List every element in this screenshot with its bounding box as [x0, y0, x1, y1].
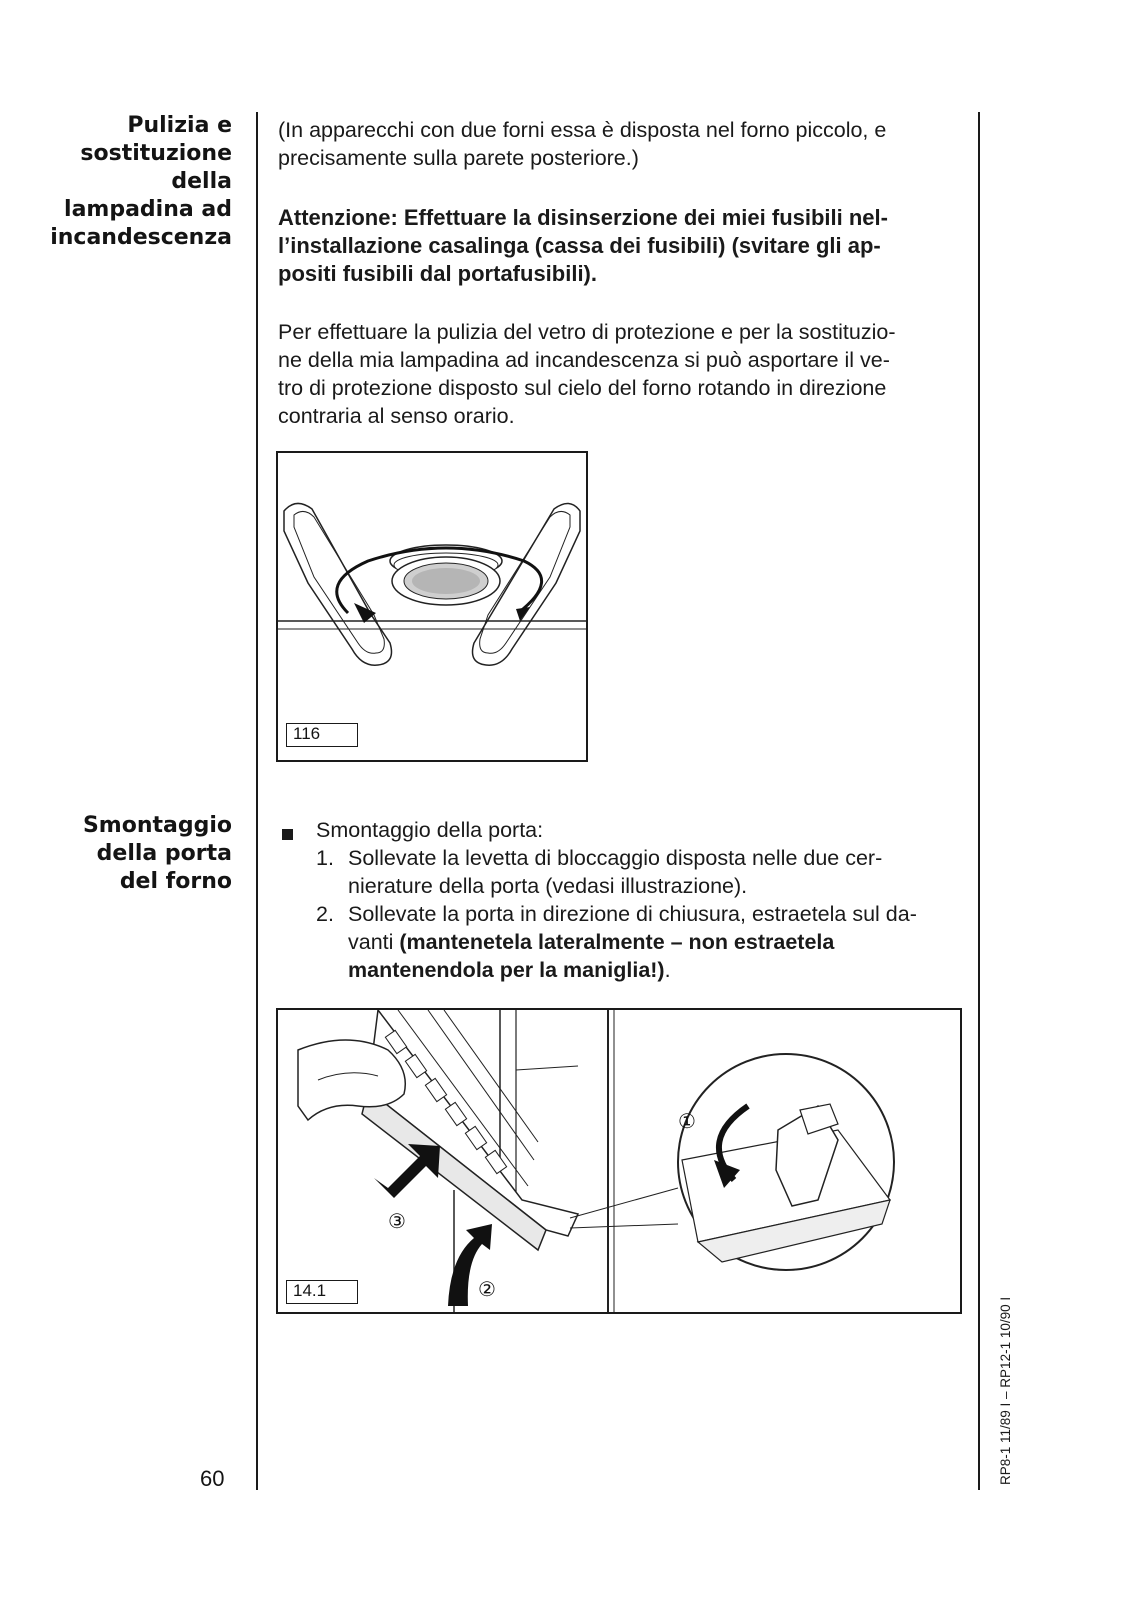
step-list — [310, 844, 960, 984]
figure-door-removal — [276, 1008, 962, 1314]
callout-1: ① — [678, 1109, 696, 1133]
column-divider — [256, 112, 258, 1490]
figure-label: 116 — [286, 723, 358, 747]
document-code: RP8-1 11/89 I – RP12-1 10/90 I — [998, 1296, 1013, 1485]
callout-2: ② — [478, 1277, 496, 1301]
lamp-cover-illustration — [278, 453, 586, 760]
section-heading-lamp: Pulizia e sostituzione della lampadina ad incandescenza — [50, 113, 232, 250]
callout-3: ③ — [388, 1209, 406, 1233]
bullet-square-icon — [282, 829, 293, 840]
list-item: 2. Sollevate la porta in direzione di chiusura, estraetela sul da- vanti (mantenetela lateralmente – non estraetela mantenendola per la maniglia!). — [316, 902, 917, 982]
section-heading-door: Smontaggio della porta del forno — [82, 813, 232, 894]
intro-note: (In apparecchi con due forni essa è disposta nel forno piccolo, e precisamente sulla parete posteriore.) — [278, 118, 887, 170]
figure-lamp-cover — [276, 451, 588, 762]
door-removal-illustration — [278, 1010, 960, 1312]
lift-arrow-icon — [374, 1144, 440, 1198]
figure-label: 14.1 — [286, 1280, 358, 1304]
bullet-text: Smontaggio della porta: — [316, 818, 544, 842]
list-item: 1. Sollevate la levetta di bloccaggio disposta nelle due cer- nierature della porta (vedasi illustrazione). — [316, 846, 883, 898]
lamp-instructions: Per effettuare la pulizia del vetro di protezione e per la sostituzio- ne della mia lampadina ad incandescenza si può asportare il ve- tro di protezione disposto sul cielo del forno rotando in direzione contraria al senso orario. — [278, 320, 896, 428]
warning-text: Attenzione: Effettuare la disinserzione dei miei fusibili nel- l’installazione casalinga (cassa dei fusibili) (svitare gli ap- positi fusibili dal portafusibili). — [278, 205, 888, 286]
right-margin-rule — [978, 112, 980, 1490]
page-number: 60 — [200, 1466, 225, 1491]
